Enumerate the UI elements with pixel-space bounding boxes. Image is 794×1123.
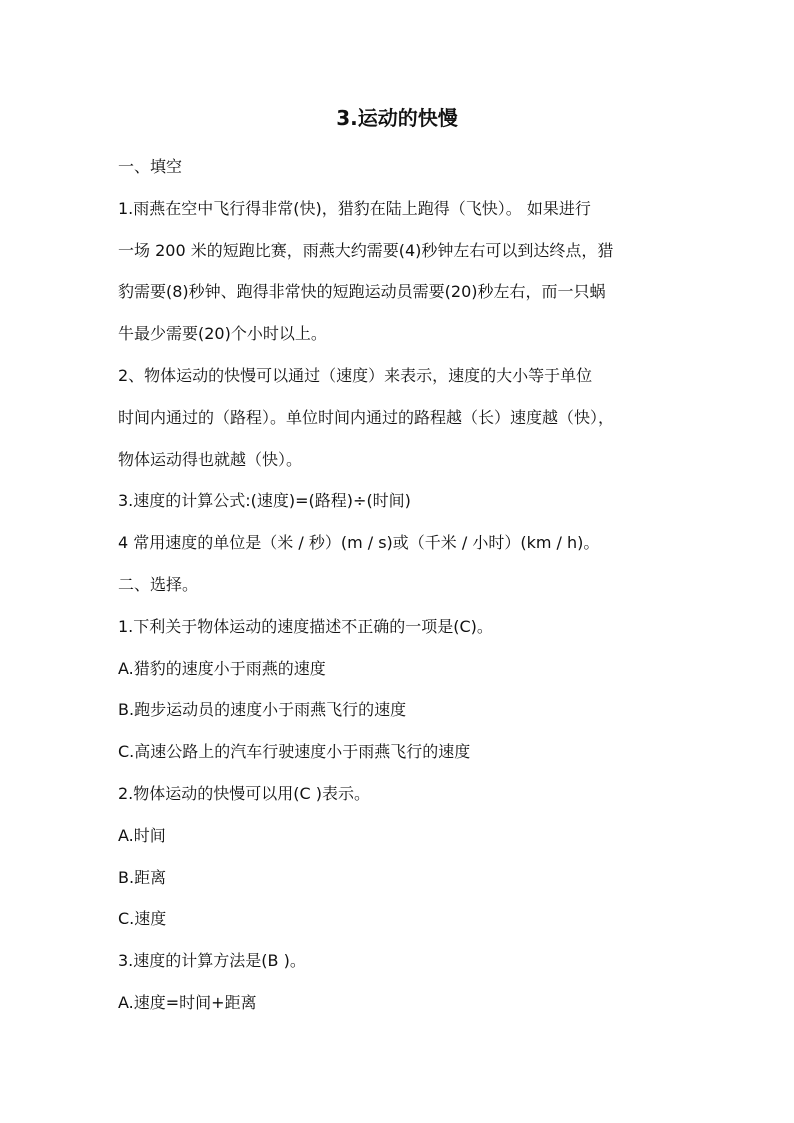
choice-option: B.跑步运动员的速度小于雨燕飞行的速度: [118, 700, 407, 720]
question-1-line-2: 一场 200 米的短跑比赛，雨燕大约需要(4)秒钟左右可以到达终点，猎: [118, 240, 614, 260]
question-2-line-1: 2、物体运动的快慢可以通过（速度）来表示，速度的大小等于单位: [118, 365, 593, 385]
question-1-line-4: 牛最少需要(20)个小时以上。: [118, 324, 327, 344]
choice-option: C.高速公路上的汽车行驶速度小于雨燕飞行的速度: [118, 742, 471, 762]
document-body: [118, 146, 688, 1024]
question-2-line-2: 时间内通过的（路程）。单位时间内通过的路程越（长）速度越（快），: [118, 407, 615, 427]
choice-option: A.速度=时间+距离: [118, 992, 257, 1012]
choice-question-2: 2.物体运动的快慢可以用(C )表示。: [118, 783, 371, 803]
question-1-line-3: 豹需要(8)秒钟、跑得非常快的短跑运动员需要(20)秒左右，而一只蜗: [118, 282, 606, 302]
choice-option: B.距离: [118, 867, 167, 887]
section-heading-choice: 二、选择。: [118, 574, 199, 594]
question-3-formula: 3.速度的计算公式:(速度)=(路程)÷(时间): [118, 491, 411, 511]
choice-option: A.时间: [118, 825, 166, 845]
question-4-units: 4 常用速度的单位是（米 / 秒）(m / s)或（千米 / 小时）(km / h)。: [118, 533, 600, 553]
question-1-line-1: 1.雨燕在空中飞行得非常(快)，猎豹在陆上跑得（飞快）。 如果进行: [118, 198, 591, 218]
question-2-line-3: 物体运动得也就越（快）。: [118, 449, 303, 469]
choice-question-3: 3.速度的计算方法是(B )。: [118, 951, 306, 971]
page-title: 3.运动的快慢: [336, 106, 458, 130]
choice-question-1: 1.下利关于物体运动的速度描述不正确的一项是(C)。: [118, 616, 493, 636]
choice-option: C.速度: [118, 909, 167, 929]
choice-option: A.猎豹的速度小于雨燕的速度: [118, 658, 326, 678]
section-heading-fill-blank: 一、填空: [118, 157, 183, 176]
